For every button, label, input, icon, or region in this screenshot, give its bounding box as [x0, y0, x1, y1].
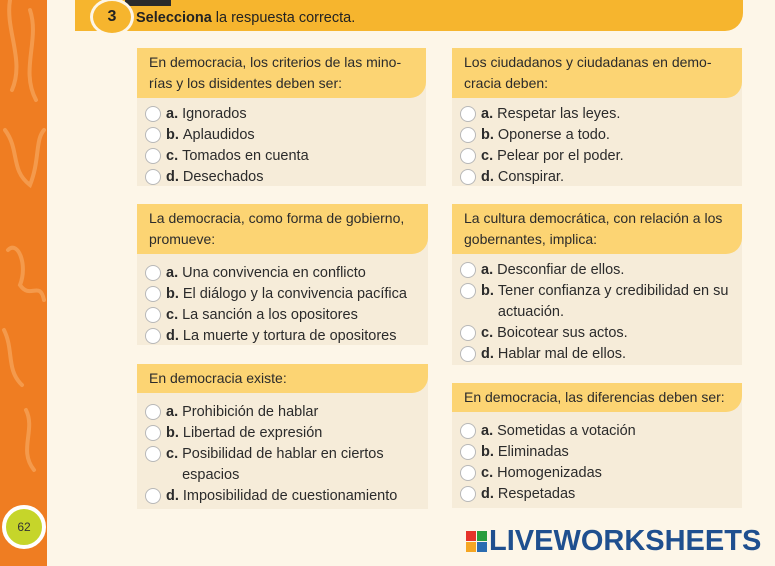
instruction-bold: Selecciona: [136, 10, 212, 26]
radio-button[interactable]: [460, 127, 476, 143]
option-label: Imposibilidad de cuestionamiento: [182, 488, 398, 504]
option-label: Prohibición de hablar: [182, 404, 319, 420]
option-letter: d.: [166, 169, 179, 185]
option-label: Aplaudidos: [182, 127, 255, 143]
exercise-number-badge: 3: [90, 0, 134, 36]
radio-button[interactable]: [460, 148, 476, 164]
radio-button[interactable]: [145, 307, 161, 323]
option-letter: b.: [481, 444, 494, 460]
radio-button[interactable]: [145, 127, 161, 143]
radio-button[interactable]: [145, 404, 161, 420]
radio-button[interactable]: [460, 423, 476, 439]
header-dark-tab: [125, 0, 171, 6]
option-letter: c.: [481, 325, 494, 341]
option-label: Tener confianza y credibilidad en su actuación.: [497, 283, 729, 320]
option-a[interactable]: [145, 402, 428, 423]
question-text: En democracia existe:: [137, 364, 428, 393]
option-label: Homogenizadas: [497, 465, 602, 481]
option-a[interactable]: [460, 421, 742, 442]
options-list: [137, 393, 428, 507]
question-text: En democracia, las diferencias deben ser:: [452, 383, 742, 412]
option-label: Desechados: [182, 169, 264, 185]
question-card-3: [137, 204, 428, 345]
option-letter: d.: [166, 328, 179, 344]
radio-button[interactable]: [145, 446, 161, 462]
option-d[interactable]: [145, 326, 428, 347]
options-list: [452, 98, 742, 188]
radio-button[interactable]: [460, 262, 476, 278]
logo-text: LIVEWORKSHEETS: [489, 525, 762, 557]
question-text: Los ciudadanos y ciudadanas en democracia deben:: [452, 48, 742, 98]
liveworksheets-logo: [466, 525, 761, 558]
option-b[interactable]: [460, 442, 742, 463]
option-letter: c.: [481, 148, 494, 164]
option-letter: c.: [166, 148, 179, 164]
option-label: Hablar mal de ellos.: [497, 346, 627, 362]
option-label: Eliminadas: [497, 444, 569, 460]
option-letter: b.: [481, 127, 494, 143]
option-letter: d.: [166, 488, 179, 504]
option-letter: a.: [481, 262, 494, 278]
option-d[interactable]: [460, 344, 742, 365]
radio-button[interactable]: [460, 106, 476, 122]
option-b[interactable]: [145, 284, 428, 305]
option-letter: a.: [481, 423, 494, 439]
option-label: Sometidas a votación: [497, 423, 636, 439]
option-label: Oponerse a todo.: [497, 127, 610, 143]
radio-button[interactable]: [145, 148, 161, 164]
option-a[interactable]: [145, 104, 426, 125]
radio-button[interactable]: [145, 488, 161, 504]
question-card-2: [452, 48, 742, 186]
option-letter: a.: [166, 404, 179, 420]
option-letter: d.: [481, 486, 494, 502]
radio-button[interactable]: [460, 486, 476, 502]
option-d[interactable]: [145, 167, 426, 188]
option-label: Pelear por el poder.: [497, 148, 624, 164]
radio-button[interactable]: [145, 106, 161, 122]
option-letter: b.: [481, 283, 494, 299]
logo-mark-icon: [466, 531, 487, 552]
option-label: Boicotear sus actos.: [497, 325, 628, 341]
option-label: El diálogo y la convivencia pacífica: [182, 286, 407, 302]
option-label: Libertad de expresión: [182, 425, 323, 441]
option-b[interactable]: [460, 281, 742, 323]
radio-button[interactable]: [145, 286, 161, 302]
radio-button[interactable]: [460, 283, 476, 299]
instruction-rest: la respuesta correcta.: [211, 10, 356, 26]
option-letter: a.: [481, 106, 494, 122]
option-letter: d.: [481, 346, 494, 362]
option-letter: a.: [166, 106, 179, 122]
option-label: La sanción a los opositores: [182, 307, 358, 323]
option-c[interactable]: [460, 146, 742, 167]
option-letter: b.: [166, 127, 179, 143]
option-label: Desconfiar de ellos.: [497, 262, 625, 278]
option-letter: c.: [481, 465, 494, 481]
option-label: Tomados en cuenta: [182, 148, 309, 164]
hand-pattern-decoration: [0, 0, 47, 566]
option-a[interactable]: [460, 260, 742, 281]
radio-button[interactable]: [145, 265, 161, 281]
option-letter: a.: [166, 265, 179, 281]
radio-button[interactable]: [145, 425, 161, 441]
exercise-instruction: [136, 10, 355, 26]
options-list: [137, 254, 428, 347]
option-label: Ignorados: [182, 106, 247, 122]
option-d[interactable]: [145, 486, 428, 507]
option-d[interactable]: [460, 167, 742, 188]
options-list: [137, 98, 426, 188]
option-label: Respetar las leyes.: [497, 106, 621, 122]
option-b[interactable]: [460, 125, 742, 146]
option-label: La muerte y tortura de opositores: [182, 328, 397, 344]
question-card-5: [137, 364, 428, 509]
option-label: Respetadas: [497, 486, 576, 502]
radio-button[interactable]: [145, 328, 161, 344]
question-card-1: [137, 48, 426, 186]
page-number-badge: 62: [2, 505, 46, 549]
radio-button[interactable]: [460, 465, 476, 481]
option-c[interactable]: [145, 146, 426, 167]
option-b[interactable]: [145, 423, 428, 444]
option-label: Una convivencia en conflicto: [182, 265, 366, 281]
option-b[interactable]: [145, 125, 426, 146]
option-letter: d.: [481, 169, 494, 185]
question-text: La democracia, como forma de gobierno, promueve:: [137, 204, 428, 254]
option-c[interactable]: [145, 305, 428, 326]
option-label: Conspirar.: [497, 169, 564, 185]
option-a[interactable]: [145, 263, 428, 284]
question-card-4: [452, 204, 742, 365]
radio-button[interactable]: [145, 169, 161, 185]
radio-button[interactable]: [460, 169, 476, 185]
question-text: La cultura democrática, con relación a los gobernantes, implica:: [452, 204, 742, 254]
radio-button[interactable]: [460, 444, 476, 460]
options-list: [452, 254, 742, 365]
option-letter: b.: [166, 425, 179, 441]
radio-button[interactable]: [460, 325, 476, 341]
option-letter: c.: [166, 446, 179, 462]
question-text: En democracia, los criterios de las minorías y los disidentes deben ser:: [137, 48, 426, 98]
option-a[interactable]: [460, 104, 742, 125]
decorative-side-strip: [0, 0, 47, 566]
question-card-6: [452, 383, 742, 508]
option-d[interactable]: [460, 484, 742, 505]
option-letter: b.: [166, 286, 179, 302]
radio-button[interactable]: [460, 346, 476, 362]
options-list: [452, 412, 742, 505]
option-letter: c.: [166, 307, 179, 323]
option-c[interactable]: [460, 463, 742, 484]
option-c[interactable]: [460, 323, 742, 344]
option-c[interactable]: [145, 444, 428, 486]
option-label: Posibilidad de hablar en ciertos espacios: [182, 446, 384, 483]
